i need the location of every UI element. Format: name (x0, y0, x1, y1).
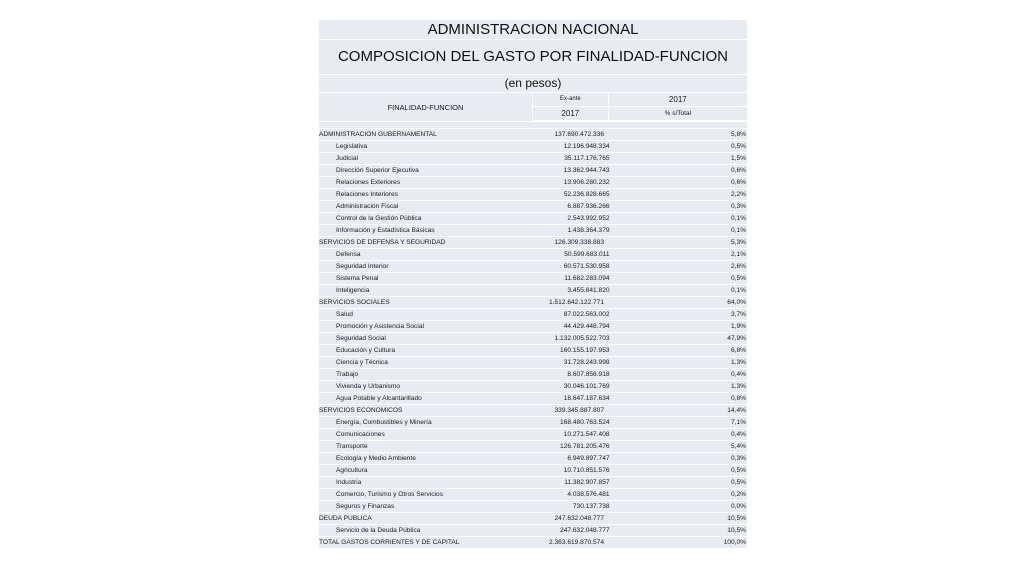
table-row (319, 248, 747, 260)
column-header (319, 92, 747, 121)
row-function-name: Seguridad Social (336, 335, 386, 342)
row-percent: 0,6% (730, 167, 746, 174)
row-percent: 100,0% (723, 539, 746, 546)
row-percent: 0,1% (730, 287, 746, 294)
table-row (319, 260, 747, 272)
row-percent: 10,5% (727, 515, 746, 522)
table-row (319, 344, 747, 356)
row-percent: 0,4% (730, 371, 746, 378)
spending-table (319, 20, 747, 548)
row-function-name: Legislativa (336, 143, 368, 150)
row-amount: 1.512.642.122.771 (548, 299, 604, 306)
row-amount: 339.345.887.807 (554, 407, 604, 414)
row-function-name: Promoción y Asistencia Social (336, 323, 424, 330)
table-row (319, 404, 747, 416)
column-header-pct-year: 2017 (609, 93, 747, 107)
row-amount: 8.607.856.918 (567, 371, 610, 378)
row-percent: 0,5% (730, 479, 746, 486)
row-amount: 44.429.448.794 (563, 323, 610, 330)
row-percent: 1,9% (730, 323, 746, 330)
row-percent: 1,3% (730, 383, 746, 390)
row-amount: 1.438.364.379 (567, 227, 610, 234)
row-amount: 87.022.563.002 (563, 311, 610, 318)
row-function-name: Comercio, Turismo y Otros Servicios (336, 491, 443, 498)
table-row (319, 392, 747, 404)
row-function-name: Seguridad Interior (336, 263, 389, 270)
row-function-name: Transporte (336, 443, 368, 450)
column-header-percent (609, 93, 747, 121)
table-row (319, 284, 747, 296)
row-function-name: Industria (336, 479, 362, 486)
table-row (319, 296, 747, 308)
table-row (319, 272, 747, 284)
table-subtitle: COMPOSICION DEL GASTO POR FINALIDAD-FUNCION (319, 40, 747, 75)
row-percent: 0,0% (730, 503, 746, 510)
row-percent: 2,2% (730, 191, 746, 198)
row-function-name: Administración Fiscal (336, 203, 399, 210)
row-amount: 52.236.828.665 (563, 191, 610, 198)
row-function-name: Relaciones Interiores (336, 191, 398, 198)
row-amount: 31.728.243.998 (563, 359, 610, 366)
row-percent: 0,3% (730, 203, 746, 210)
row-percent: 0,8% (730, 395, 746, 402)
row-function-name: SERVICIOS DE DEFENSA Y SEGURIDAD (319, 239, 446, 246)
table-title: ADMINISTRACION NACIONAL (319, 20, 747, 40)
row-percent: 1,5% (730, 155, 746, 162)
row-function-name: Servicio de la Deuda Pública (336, 527, 421, 534)
table-row (319, 308, 747, 320)
table-row (319, 128, 747, 140)
row-percent: 14,4% (727, 407, 746, 414)
row-amount: 50.599.683.011 (564, 251, 610, 258)
table-row (319, 416, 747, 428)
table-row (319, 152, 747, 164)
row-amount: 18.647.187.634 (563, 395, 610, 402)
row-amount: 137.690.472.336 (554, 131, 604, 138)
row-percent: 3,7% (730, 311, 746, 318)
row-percent: 64,0% (727, 299, 746, 306)
row-amount: 730.137.738 (572, 503, 610, 510)
row-amount: 35.117.176.765 (564, 155, 610, 162)
row-function-name: Salud (336, 311, 353, 318)
table-row (319, 428, 747, 440)
row-percent: 0,4% (730, 431, 746, 438)
row-amount: 30.046.101.769 (563, 383, 610, 390)
row-function-name: Agua Potable y Alcantarillado (336, 395, 422, 402)
table-row (319, 356, 747, 368)
table-row (319, 200, 747, 212)
table-row (319, 368, 747, 380)
row-percent: 47,9% (727, 335, 746, 342)
table-row (319, 140, 747, 152)
table-row (319, 536, 747, 548)
table-row (319, 212, 747, 224)
row-amount: 126.781.205.476 (560, 443, 610, 450)
row-amount: 168.480.763.524 (560, 419, 610, 426)
row-amount: 247.632.048.777 (554, 515, 604, 522)
table-row (319, 452, 747, 464)
row-function-name: DEUDA PUBLICA (319, 515, 372, 522)
table-body (319, 128, 747, 548)
row-percent: 5,8% (730, 131, 746, 138)
table-row (319, 320, 747, 332)
row-amount: 12.196.948.334 (563, 143, 610, 150)
row-function-name: Defensa (336, 251, 361, 258)
row-function-name: Ciencia y Técnica (336, 359, 388, 366)
row-function-name: Educación y Cultura (336, 347, 396, 354)
table-row (319, 524, 747, 536)
table-row (319, 476, 747, 488)
row-amount: 4.038.576.481 (567, 491, 610, 498)
row-percent: 2,1% (730, 251, 746, 258)
row-amount: 11.682.283.094 (564, 275, 610, 282)
row-percent: 1,3% (730, 359, 746, 366)
row-amount: 10.271.547.408 (563, 431, 610, 438)
row-percent: 5,4% (730, 443, 746, 450)
row-percent: 0,5% (730, 275, 746, 282)
row-function-name: Seguros y Finanzas (336, 503, 395, 510)
row-percent: 0,5% (730, 467, 746, 474)
row-percent: 0,1% (730, 215, 746, 222)
row-percent: 0,1% (730, 227, 746, 234)
row-percent: 0,5% (730, 143, 746, 150)
row-function-name: Dirección Superior Ejecutiva (336, 167, 419, 174)
row-function-name: TOTAL GASTOS CORRIENTES Y DE CAPITAL (319, 539, 460, 546)
table-row (319, 176, 747, 188)
row-amount: 13.906.280.232 (563, 179, 610, 186)
column-header-amount-year: 2017 (533, 107, 608, 121)
row-function-name: Sistema Penal (336, 275, 379, 282)
row-percent: 7,1% (730, 419, 746, 426)
row-amount: 3.455.841.820 (567, 287, 610, 294)
row-function-name: Relaciones Exteriores (336, 179, 401, 186)
table-row (319, 380, 747, 392)
row-function-name: Energía, Combustibles y Minería (336, 419, 432, 426)
row-function-name: Inteligencia (336, 287, 370, 294)
column-header-exante: Ex-ante (533, 93, 608, 107)
row-amount: 2.363.619.870.574 (548, 539, 604, 546)
row-function-name: Información y Estadística Básicas (336, 227, 435, 234)
row-function-name: Judicial (336, 155, 358, 162)
row-percent: 5,3% (730, 239, 746, 246)
row-function-name: SERVICIOS ECONOMICOS (319, 407, 403, 414)
row-function-name: Agricultura (336, 467, 368, 474)
row-amount: 2.543.992.952 (567, 215, 610, 222)
table-row (319, 500, 747, 512)
row-amount: 126.309.338.883 (554, 239, 604, 246)
row-amount: 247.632.048.777 (560, 527, 610, 534)
row-amount: 6.949.897.747 (567, 455, 610, 462)
table-row (319, 440, 747, 452)
row-percent: 10,5% (727, 527, 746, 534)
table-row (319, 236, 747, 248)
table-row (319, 512, 747, 524)
row-function-name: ADMINISTRACION GUBERNAMENTAL (319, 131, 437, 138)
column-header-pct-label: % s/Total (609, 107, 747, 121)
row-percent: 0,6% (730, 179, 746, 186)
row-function-name: Trabajo (336, 371, 359, 378)
table-row (319, 224, 747, 236)
column-header-function: FINALIDAD-FUNCION (319, 93, 533, 121)
table-row (319, 464, 747, 476)
row-amount: 10.710.851.576 (563, 467, 610, 474)
row-percent: 0,2% (730, 491, 746, 498)
row-amount: 13.362.944.743 (563, 167, 610, 174)
row-amount: 60.571.530.958 (563, 263, 610, 270)
row-percent: 2,6% (730, 263, 746, 270)
row-amount: 11.382.907.857 (564, 479, 610, 486)
table-row (319, 332, 747, 344)
table-row (319, 488, 747, 500)
row-function-name: Control de la Gestión Pública (336, 215, 422, 222)
row-function-name: Comunicaciones (336, 431, 385, 438)
row-amount: 160.155.197.953 (560, 347, 610, 354)
column-header-amount (533, 93, 609, 121)
header-spacer (319, 121, 747, 128)
row-amount: 1.132.005.522.703 (554, 335, 610, 342)
table-units: (en pesos) (319, 75, 747, 92)
row-function-name: SERVICIOS SOCIALES (319, 299, 390, 306)
row-function-name: Ecología y Medio Ambiente (336, 455, 416, 462)
row-percent: 6,8% (730, 347, 746, 354)
table-row (319, 188, 747, 200)
row-amount: 6.887.936.266 (567, 203, 610, 210)
table-row (319, 164, 747, 176)
row-function-name: Vivienda y Urbanismo (336, 383, 401, 390)
row-percent: 0,3% (730, 455, 746, 462)
